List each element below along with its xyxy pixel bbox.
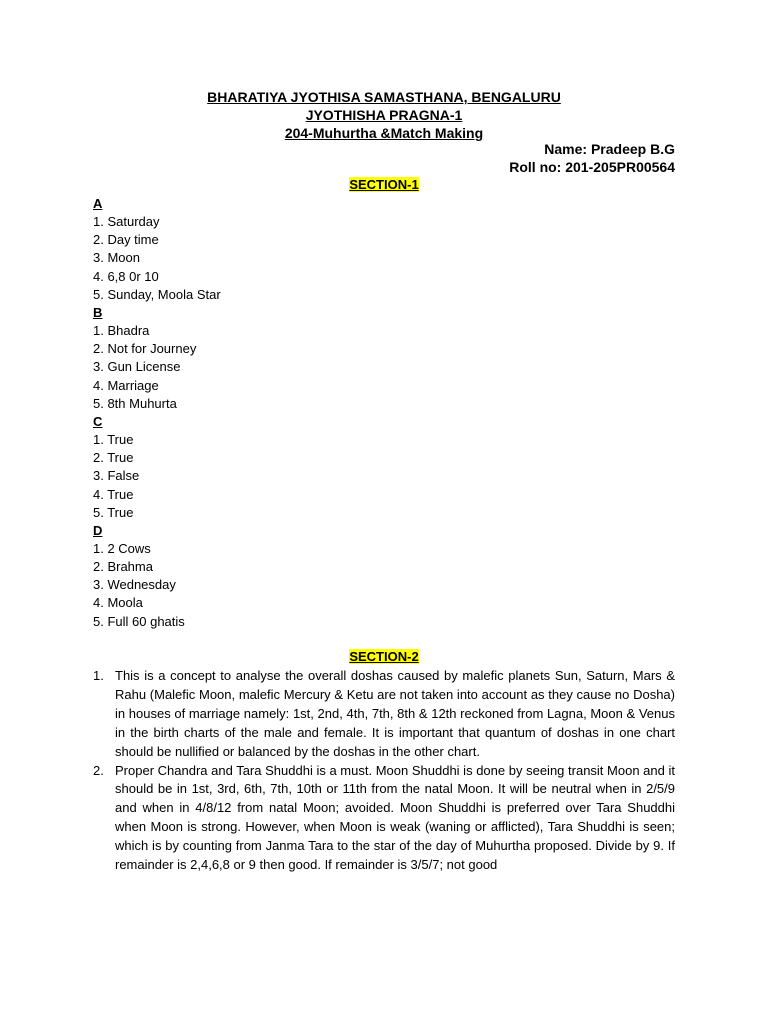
section-2-item [93,762,675,875]
section-2-item [93,667,675,762]
item-text: Proper Chandra and Tara Shuddhi is a must. Moon Shuddhi is done by seeing transit Moon and it should be in 1st, 3rd, 6th, 7th, 10th or 11th from the natal Moon. It will be neutral when in 2/5/9 and when in 4/8/12 from natal Moon; avoided. Moon Shuddhi is preferred over Tara Shuddhi when Moon is strong. However, when Moon is weak (waning or afflicted), Tara Shuddhi is seen; which is by counting from Janma Tara to the star of the day of Muhurtha proposed. Divide by 9. If remainder is 2,4,6,8 or 9 then good. If remainder is 3/5/7; not good [115,762,675,873]
item-number: 2. [93,762,104,778]
answer-item: 5. Full 60 ghatis [93,613,185,629]
answer-item: 1. Saturday [93,214,160,230]
answer-item: 4. Moola [93,595,143,611]
section-1-heading: SECTION-1 [349,177,419,192]
answer-item: 4. 6,8 0r 10 [93,268,159,284]
answer-item: 2. Not for Journey [93,341,197,357]
answer-item: 1. 2 Cows [93,540,151,556]
answer-item: 1. True [93,432,134,448]
document-header [0,88,768,142]
student-roll: Roll no: 201-205PR00564 [509,159,675,175]
answer-item: 2. Day time [93,232,159,248]
answer-group-d [93,522,393,631]
answer-group-a [93,195,393,304]
group-label: D [93,522,103,538]
group-label: C [93,413,103,429]
answer-item: 4. Marriage [93,377,159,393]
answer-item: 4. True [93,486,134,502]
section-2-answers [93,667,675,875]
answer-item: 5. True [93,504,134,520]
student-info [509,140,675,176]
section-1-answers [93,195,393,631]
group-label: B [93,304,103,320]
answer-group-b [93,304,393,413]
section-2-heading: SECTION-2 [349,649,419,664]
item-number: 1. [93,668,104,683]
answer-group-c [93,413,393,522]
institution-title: BHARATIYA JYOTHISA SAMASTHANA, BENGALURU [207,89,561,105]
student-name: Name: Pradeep B.G [544,141,675,157]
answer-item: 3. False [93,468,140,484]
answer-item: 2. True [93,450,134,466]
answer-item: 3. Wednesday [93,577,176,593]
answer-item: 3. Moon [93,250,140,266]
answer-item: 3. Gun License [93,359,181,375]
item-text: This is a concept to analyse the overall doshas caused by malefic planets Sun, Saturn, Mars & Rahu (Malefic Moon, malefic Mercury & Ketu are not taken into account as they cause no Dosha) in houses of marriage namely: 1st, 2nd, 4th, 7th, 8th & 12th reckoned from Lagna, Moon & Venus in the birth charts of the male and female. It is important that quantum of doshas in one chart should be nullified or balanced by the doshas in the other chart. [115,668,675,759]
answer-item: 5. Sunday, Moola Star [93,286,221,302]
course-title: JYOTHISHA PRAGNA-1 [305,107,463,123]
answer-item: 5. 8th Muhurta [93,395,177,411]
group-label: A [93,196,103,211]
answer-item: 2. Brahma [93,559,153,575]
answer-item: 1. Bhadra [93,323,150,339]
subject-title: 204-Muhurtha &Match Making [284,125,484,141]
